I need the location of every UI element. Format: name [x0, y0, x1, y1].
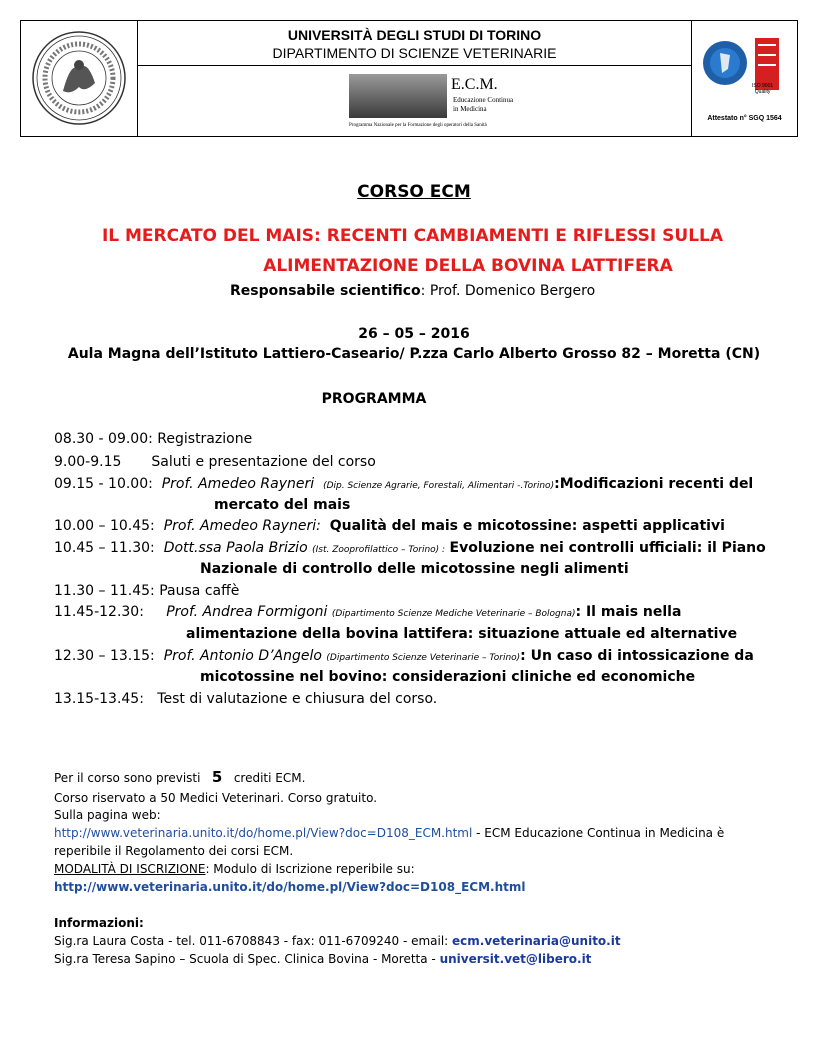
programme-topic: : Il mais nella	[575, 604, 682, 620]
contact-email[interactable]: ecm.veterinaria@unito.it	[452, 934, 621, 948]
letterhead	[20, 20, 798, 137]
programme-time: 09.15 - 10.00:	[54, 476, 153, 492]
ecm-logo-image	[349, 74, 447, 118]
programme-topic: Evoluzione nei controlli ufficiali: il Piano	[449, 540, 766, 556]
programme-item	[54, 518, 725, 534]
programme-time: 10.45 – 11.30:	[54, 540, 155, 556]
programme-text: Saluti e presentazione del corso	[151, 454, 376, 470]
ecm-logo-sub2: in Medicina	[453, 105, 487, 113]
programme-time: 10.00 – 10.45:	[54, 518, 155, 534]
certification-number: Attestato n° SGQ 1564	[707, 115, 782, 122]
programme-affiliation: (Dipartimento Scienze Veterinarie – Torino)	[326, 653, 521, 663]
programme-speaker: Dott.ssa Paola Brizio	[163, 540, 308, 556]
programme-speaker: Prof. Antonio D’Angelo	[163, 648, 322, 664]
programme-topic: : Un caso di intossicazione da	[520, 648, 754, 664]
programme-affiliation: (Dip. Scienze Agrarie, Forestali, Alimentari -.Torino)	[323, 481, 555, 491]
programme-topic: Nazionale di controllo delle micotossine negli alimenti	[200, 561, 629, 577]
programme-topic: mercato del mais	[214, 497, 351, 513]
university-seal-icon	[21, 21, 137, 136]
programme-item-cont	[214, 497, 350, 513]
contact-email[interactable]: universit.vet@libero.it	[439, 952, 592, 966]
programme-topic: :Modificazioni recenti del	[554, 476, 754, 492]
programme-topic: alimentazione della bovina lattifera: situazione attuale ed alternative	[186, 626, 738, 642]
programme-item-cont	[200, 669, 695, 685]
contact-text: Sig.ra Laura Costa - tel. 011-6708843 - fax: 011-6709240 - email:	[54, 934, 453, 948]
contact-text: Sig.ra Teresa Sapino – Scuola di Spec. Clinica Bovina - Moretta -	[54, 952, 440, 966]
programme-item	[54, 691, 437, 707]
programme-topic: micotossine nel bovino: considerazioni cliniche ed economiche	[200, 669, 696, 685]
programme-time: 12.30 – 13.15:	[54, 648, 155, 664]
divider	[137, 65, 692, 66]
web-line	[54, 826, 724, 840]
programme-affiliation: (Dipartimento Scienze Mediche Veterinarie – Bologna)	[331, 609, 576, 619]
programme-time: 11.30 – 11.45:	[54, 583, 155, 599]
programme-item	[54, 431, 252, 447]
programme-item	[54, 540, 766, 556]
course-title-line1: IL MERCATO DEL MAIS: RECENTI CAMBIAMENTI E RIFLESSI SULLA	[101, 226, 724, 246]
contact-line	[54, 934, 621, 948]
scientific-lead-label: Responsabile scientifico	[230, 283, 421, 299]
programme-time: 08.30 - 09.00:	[54, 431, 153, 447]
course-title-line2: ALIMENTAZIONE DELLA BOVINA LATTIFERA	[263, 256, 673, 276]
course-date: 26 – 05 – 2016	[358, 326, 470, 342]
certification-details	[752, 83, 773, 95]
programme-speaker: Prof. Amedeo Rayneri	[161, 476, 315, 492]
web-label: Sulla pagina web:	[54, 808, 161, 822]
programme-text: Test di valutazione e chiusura del corso.	[157, 691, 438, 707]
programme-item	[54, 583, 239, 599]
cert-iso: ISO 9001	[752, 83, 774, 89]
university-name: UNIVERSITÀ DEGLI STUDI DI TORINO	[287, 27, 542, 43]
cert-quality: Quality	[754, 89, 771, 95]
programme-time: 13.15-13.45:	[54, 691, 144, 707]
scientific-lead	[230, 283, 595, 299]
programme-time: 9.00-9.15	[54, 454, 122, 470]
certification-cell	[691, 21, 797, 136]
programme-time: 11.45-12.30:	[54, 604, 144, 620]
registration-link-line	[54, 880, 525, 894]
registration-label: MODALITÀ DI ISCRIZIONE	[54, 862, 206, 876]
programme-item	[54, 648, 754, 664]
web-text: - ECM Educazione Continua in Medicina è	[472, 826, 725, 840]
title-cell	[137, 21, 692, 136]
credits-line	[54, 768, 305, 786]
programme-text: Pausa caffè	[159, 583, 240, 599]
programme-heading: PROGRAMMA	[321, 391, 427, 407]
programme-affiliation: (Ist. Zooprofilattico – Torino) :	[312, 545, 446, 555]
course-venue: Aula Magna dell’Istituto Lattiero-Caseario/ P.zza Carlo Alberto Grosso 82 – Moretta (CN)	[67, 346, 761, 362]
ecm-logo-sub1: Educazione Continua	[453, 96, 514, 104]
info-label: Informazioni:	[54, 916, 144, 930]
programme-item-cont	[200, 561, 629, 577]
course-label: CORSO ECM	[357, 182, 471, 202]
credits-post: crediti ECM.	[233, 771, 306, 785]
programme-speaker: Prof. Amedeo Rayneri:	[163, 518, 321, 534]
programme-topic: Qualità del mais e micotossine: aspetti applicativi	[329, 518, 725, 534]
registration-text: : Modulo di Iscrizione reperibile su:	[205, 862, 415, 876]
registration-link[interactable]: http://www.veterinaria.unito.it/do/home.pl/View?doc=D108_ECM.html	[54, 880, 526, 894]
ecm-logo	[349, 74, 519, 134]
web-line2: reperibile il Regolamento dei corsi ECM.	[54, 844, 294, 858]
programme-item-cont	[186, 626, 737, 642]
web-link[interactable]: http://www.veterinaria.unito.it/do/home.pl/View?doc=D108_ECM.html	[54, 826, 473, 840]
programme-item	[54, 604, 681, 620]
ecm-logo-subtitle	[453, 96, 513, 114]
university-seal-cell	[21, 21, 138, 136]
programme-item	[54, 454, 376, 470]
registration-line	[54, 862, 415, 876]
reserved-line: Corso riservato a 50 Medici Veterinari. Corso gratuito.	[54, 791, 378, 805]
department-name: DIPARTIMENTO DI SCIENZE VETERINARIE	[272, 45, 557, 61]
programme-text: Registrazione	[157, 431, 253, 447]
scientific-lead-value: : Prof. Domenico Bergero	[420, 283, 596, 299]
programme-item	[54, 476, 753, 492]
ecm-logo-title: E.C.M.	[451, 76, 498, 93]
credits-number: 5	[211, 768, 223, 786]
ecm-logo-caption: Programma Nazionale per la Formazione degli operatori della Sanità	[349, 123, 487, 128]
info-heading	[54, 916, 144, 930]
credits-pre: Per il corso sono previsti	[54, 771, 201, 785]
programme-speaker: Prof. Andrea Formigoni	[166, 604, 328, 620]
accredia-logo-icon	[700, 35, 790, 105]
contact-line	[54, 952, 591, 966]
